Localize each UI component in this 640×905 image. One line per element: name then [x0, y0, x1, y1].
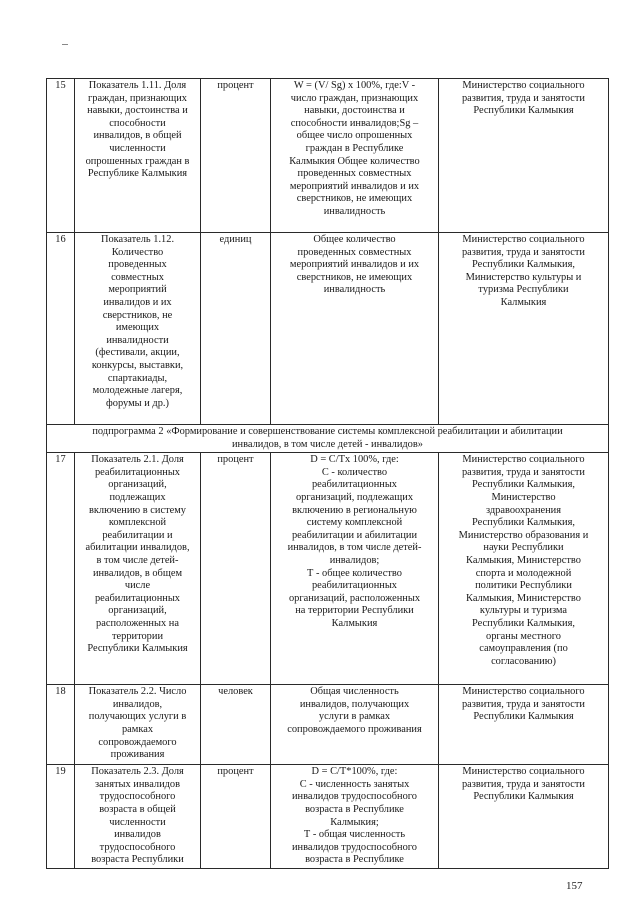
indicator-name: Показатель 2.3. Доля занятых инвалидов трудоспособного возраста в общей численности инвалидов трудоспособного возраста Республики: [75, 765, 201, 869]
indicators-table: [46, 78, 609, 869]
calculation-formula: D = C/T*100%, где: С - численность занятых инвалидов трудоспособного возраста в Республике Калмыкия; Т - общая численность инвалидов трудоспособного возраста в Республике: [271, 765, 439, 869]
calculation-formula: W = (V/ Sg) x 100%, где:V - число граждан, признающих навыки, достоинства и способности инвалидов;Sg – общее число опрошенных граждан в Республике Калмыкия Общее количество проведенных совместных мероприятий инвалидов и их сверстников, не имеющих инвалидность: [271, 79, 439, 233]
calculation-formula: Общая численность инвалидов, получающих услуги в рамках сопровождаемого проживания: [271, 685, 439, 765]
row-number: 16: [47, 233, 75, 425]
indicator-name: Показатель 2.1. Доля реабилитационных организаций, подлежащих включению в систему комплексной реабилитации и абилитации инвалидов, в том числе детей- инвалидов, в общем числе реабилитационных организаций, расположенных на территории Республики Калмыкия: [75, 453, 201, 685]
indicator-name: Показатель 1.11. Доля граждан, признающих навыки, достоинства и способности инвалидов, в общей численности опрошенных граждан в Республике Калмыкия: [75, 79, 201, 233]
responsible-bodies: Министерство социального развития, труда и занятости Республики Калмыкия: [439, 79, 609, 233]
row-number: 18: [47, 685, 75, 765]
unit: человек: [201, 685, 271, 765]
unit: процент: [201, 79, 271, 233]
calculation-formula: Общее количество проведенных совместных мероприятий инвалидов и их сверстников, не имеющих инвалидность: [271, 233, 439, 425]
responsible-bodies: Министерство социального развития, труда и занятости Республики Калмыкия, Министерство здравоохранения Республики Калмыкия, Министерство образования и науки Республики Калмыкия, Министерство спорта и молодежной политики Республики Калмыкия, Министерство культуры и туризма Республики Калмыкия, органы местного самоуправления (по согласованию): [439, 453, 609, 685]
row-number: 15: [47, 79, 75, 233]
table-row: [47, 453, 609, 685]
unit: процент: [201, 453, 271, 685]
subprogram-title: подпрограмма 2 «Формирование и совершенствование системы комплексной реабилитации и абилитации инвалидов, в том числе детей - инвалидов»: [47, 425, 609, 453]
responsible-bodies: Министерство социального развития, труда и занятости Республики Калмыкия: [439, 765, 609, 869]
table-row: [47, 233, 609, 425]
table-row: [47, 79, 609, 233]
table-row: [47, 765, 609, 869]
calculation-formula: D = C/Tx 100%, где: С - количество реабилитационных организаций, подлежащих включению в региональную систему комплексной реабилитации и абилитации инвалидов, в том числе детей- инвалидов; Т - общее количество реабилитационных организаций, расположенных на территории Республики Калмыкия: [271, 453, 439, 685]
indicator-name: Показатель 2.2. Число инвалидов, получающих услуги в рамках сопровождаемого проживания: [75, 685, 201, 765]
responsible-bodies: Министерство социального развития, труда и занятости Республики Калмыкия: [439, 685, 609, 765]
unit: процент: [201, 765, 271, 869]
table-row: [47, 685, 609, 765]
responsible-bodies: Министерство социального развития, труда и занятости Республики Калмыкия, Министерство культуры и туризма Республики Калмыкия: [439, 233, 609, 425]
subprogram-row: [47, 425, 609, 453]
unit: единиц: [201, 233, 271, 425]
page-number: 157: [566, 880, 583, 892]
indicator-name: Показатель 1.12. Количество проведенных совместных мероприятий инвалидов и их сверстников, не имеющих инвалидности (фестивали, акции, конкурсы, выставки, спартакиады, молодежные лагеря, форумы и др.): [75, 233, 201, 425]
row-number: 19: [47, 765, 75, 869]
scan-mark: [62, 44, 68, 45]
row-number: 17: [47, 453, 75, 685]
